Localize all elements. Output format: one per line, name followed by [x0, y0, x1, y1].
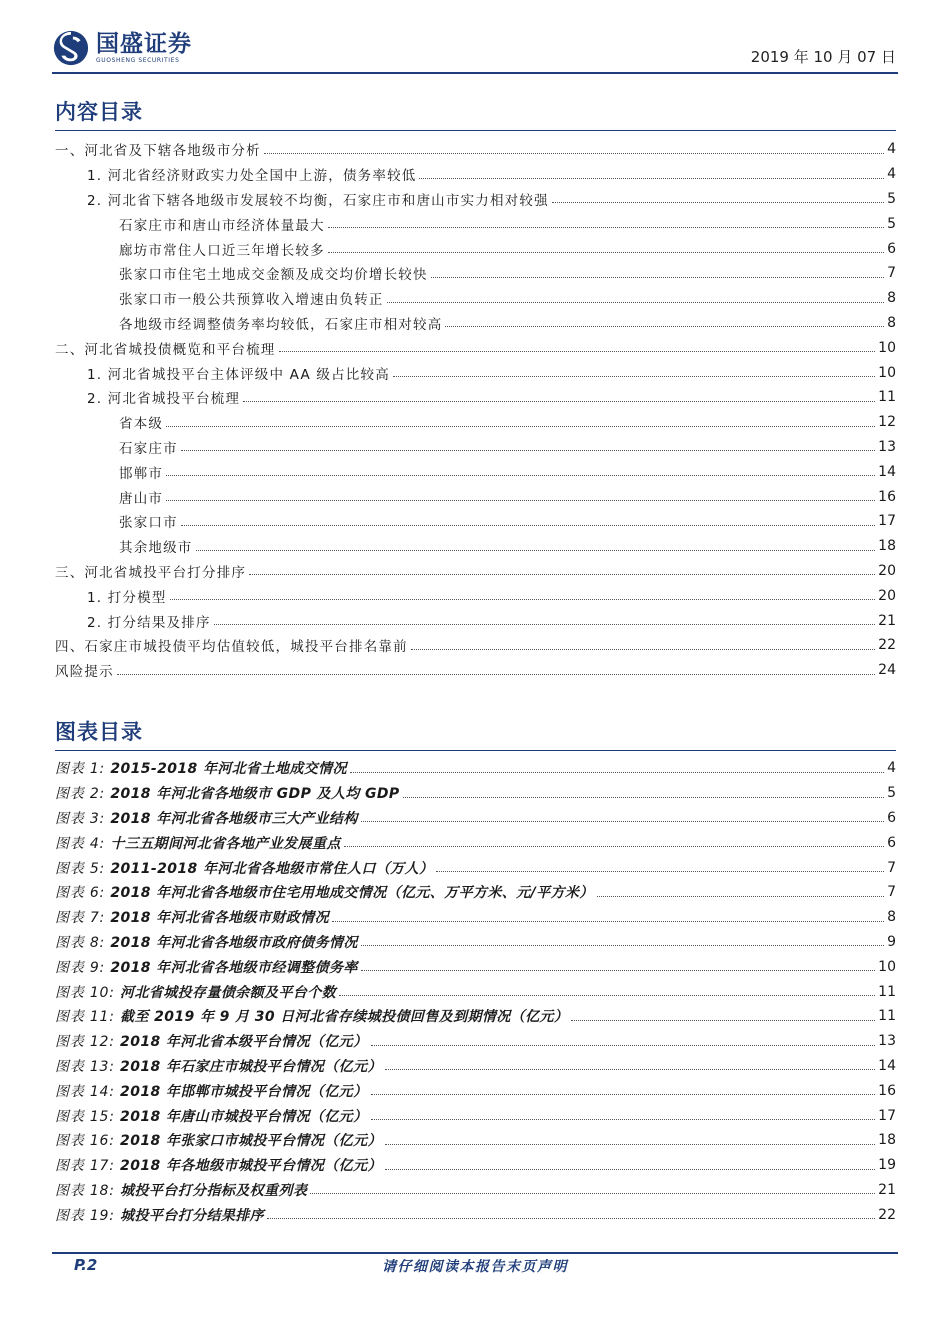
- header-divider: [52, 72, 898, 74]
- figure-entry-label: [55, 957, 358, 977]
- toc-entry[interactable]: [55, 335, 896, 360]
- figure-caption: 2018 年石家庄市城投平台情况（亿元）: [120, 1058, 382, 1075]
- figure-entry-label: [55, 758, 347, 778]
- figure-number: 图表 14:: [55, 1083, 115, 1100]
- toc-entry[interactable]: [55, 459, 896, 484]
- figure-entry[interactable]: [55, 1103, 896, 1128]
- figure-caption: 2018 年河北省各地级市住宅用地成交情况（亿元、万平方米、元/平方米）: [110, 885, 594, 902]
- figure-number: 图表 1:: [55, 761, 106, 778]
- figure-number: 图表 4:: [55, 835, 106, 852]
- toc-entry-label: 廊坊市常住人口近三年增长较多: [119, 242, 325, 259]
- figure-entry-label: [55, 808, 358, 828]
- figure-entry-label: [55, 882, 594, 902]
- figure-entry[interactable]: [55, 1004, 896, 1029]
- figure-caption: 2018 年张家口市城投平台情况（亿元）: [120, 1133, 382, 1150]
- dot-leader: [431, 277, 884, 278]
- dot-leader: [170, 599, 876, 600]
- toc-entry-page: 4: [887, 166, 896, 183]
- figure-entry[interactable]: [55, 1078, 896, 1103]
- figure-entry-label: [55, 1006, 568, 1026]
- dot-leader: [371, 1094, 876, 1095]
- dot-leader: [403, 797, 885, 798]
- figure-entry[interactable]: [55, 1029, 896, 1054]
- toc-entry[interactable]: [55, 162, 896, 187]
- figure-number: 图表 16:: [55, 1133, 115, 1150]
- dot-leader: [393, 376, 875, 377]
- toc-entry-label: 张家口市一般公共预算收入增速由负转正: [119, 292, 384, 309]
- toc-entry[interactable]: [55, 633, 896, 658]
- figure-caption: 十三五期间河北省各地产业发展重点: [110, 835, 341, 852]
- toc-entry-label: 石家庄市和唐山市经济体量最大: [119, 217, 325, 234]
- dot-leader: [249, 574, 875, 575]
- toc-entry-label: 各地级市经调整债务率均较低，石家庄市相对较高: [119, 316, 443, 333]
- figure-entry-label: [55, 1056, 382, 1076]
- dot-leader: [328, 252, 884, 253]
- toc-entry-label: 四、石家庄市城投债平均估值较低，城投平台排名靠前: [55, 639, 408, 656]
- figure-entry[interactable]: [55, 954, 896, 979]
- dot-leader: [181, 450, 875, 451]
- figure-number: 图表 19:: [55, 1207, 115, 1224]
- dot-leader: [387, 302, 884, 303]
- dot-leader: [436, 871, 884, 872]
- figure-entry[interactable]: [55, 1128, 896, 1153]
- dot-leader: [279, 351, 876, 352]
- toc-entry[interactable]: [55, 435, 896, 460]
- toc-entry-label: 1. 河北省城投平台主体评级中 AA 级占比较高: [87, 366, 390, 383]
- figure-entry-page: 17: [878, 1107, 896, 1124]
- figure-entry-label: [55, 1155, 382, 1175]
- figure-entry-label: [55, 932, 358, 952]
- dot-leader: [332, 921, 884, 922]
- dot-leader: [117, 674, 875, 675]
- toc-entry-page: 11: [878, 389, 896, 406]
- figure-entry-page: 7: [887, 884, 896, 901]
- figure-number: 图表 11:: [55, 1009, 115, 1026]
- figure-entry-page: 10: [878, 958, 896, 975]
- dot-leader: [385, 1169, 875, 1170]
- toc-entry-page: 16: [878, 488, 896, 505]
- figure-number: 图表 18:: [55, 1182, 115, 1199]
- toc-entry[interactable]: [55, 583, 896, 608]
- figure-entry-page: 11: [878, 1008, 896, 1025]
- figure-entry[interactable]: [55, 1202, 896, 1227]
- toc-entry-label: 张家口市住宅土地成交金额及成交均价增长较快: [119, 267, 428, 284]
- toc-entry-page: 6: [887, 240, 896, 257]
- dot-leader: [361, 821, 884, 822]
- toc-entry-page: 4: [887, 141, 896, 158]
- toc-entry-page: 18: [878, 538, 896, 555]
- dot-leader: [371, 1045, 876, 1046]
- toc-entry[interactable]: [55, 410, 896, 435]
- toc-entry-label: 三、河北省城投平台打分排序: [55, 564, 247, 581]
- dot-leader: [196, 550, 876, 551]
- figure-caption: 2018 年各地级市城投平台情况（亿元）: [120, 1158, 382, 1175]
- toc-entry-page: 5: [887, 215, 896, 232]
- figure-caption: 2011-2018 年河北省各地级市常住人口（万人）: [110, 860, 434, 877]
- figure-caption: 2018 年河北省各地级市 GDP 及人均 GDP: [110, 786, 400, 803]
- figure-entry[interactable]: [55, 979, 896, 1004]
- toc-entry-page: 10: [878, 339, 896, 356]
- toc-entry[interactable]: [55, 236, 896, 261]
- figures-title: 图表目录: [55, 720, 143, 744]
- figure-entry-label: [55, 1180, 307, 1200]
- dot-leader: [344, 846, 884, 847]
- toc-entry-page: 20: [878, 587, 896, 604]
- figure-entry[interactable]: [55, 830, 896, 855]
- figure-entry[interactable]: [55, 806, 896, 831]
- toc-entry-page: 12: [878, 414, 896, 431]
- figure-entry-label: [55, 783, 400, 803]
- toc-entry-page: 10: [878, 364, 896, 381]
- figure-number: 图表 10:: [55, 984, 115, 1001]
- toc-entry-label: 邯郸市: [119, 465, 164, 482]
- figure-entry-label: [55, 907, 329, 927]
- figure-entry[interactable]: [55, 1054, 896, 1079]
- dot-leader: [361, 970, 875, 971]
- figure-entry[interactable]: [55, 1178, 896, 1203]
- dot-leader: [310, 1193, 875, 1194]
- toc-entry[interactable]: [55, 534, 896, 559]
- dot-leader: [552, 202, 884, 203]
- toc-entry-page: 8: [887, 314, 896, 331]
- figure-entry[interactable]: [55, 905, 896, 930]
- figure-number: 图表 15:: [55, 1108, 115, 1125]
- dot-leader: [445, 326, 884, 327]
- dot-leader: [166, 500, 875, 501]
- figure-entry[interactable]: [55, 756, 896, 781]
- figure-caption: 2018 年唐山市城投平台情况（亿元）: [120, 1108, 368, 1125]
- figure-entry[interactable]: [55, 930, 896, 955]
- toc-entry-page: 5: [887, 190, 896, 207]
- figure-entry-label: [55, 1031, 368, 1051]
- figure-entry-page: 5: [887, 785, 896, 802]
- dot-leader: [385, 1069, 875, 1070]
- dot-leader: [267, 1218, 875, 1219]
- toc-entry-label: 1. 河北省经济财政实力处全国中上游，债务率较低: [87, 168, 417, 185]
- figure-number: 图表 9:: [55, 959, 106, 976]
- toc-entry-page: 7: [887, 265, 896, 282]
- figure-entry-page: 11: [878, 983, 896, 1000]
- figure-caption: 2018 年河北省本级平台情况（亿元）: [120, 1034, 368, 1051]
- toc-entry[interactable]: [55, 137, 896, 162]
- toc-entry[interactable]: [55, 559, 896, 584]
- toc-entry-label: 唐山市: [119, 490, 164, 507]
- toc-entry[interactable]: [55, 658, 896, 683]
- figure-entry-label: [55, 1106, 368, 1126]
- figure-caption: 2018 年河北省各地级市经调整债务率: [110, 959, 358, 976]
- figure-entry-label: [55, 982, 336, 1002]
- figure-caption: 城投平台打分结果排序: [120, 1207, 265, 1224]
- figure-number: 图表 2:: [55, 786, 106, 803]
- toc-entry-label: 石家庄市: [119, 440, 178, 457]
- toc-entry[interactable]: [55, 509, 896, 534]
- toc-entry-page: 13: [878, 438, 896, 455]
- dot-leader: [597, 896, 884, 897]
- figure-entry-label: [55, 1130, 382, 1150]
- company-logo: [52, 28, 192, 68]
- toc-entry-page: 17: [878, 513, 896, 530]
- figure-entry-page: 4: [887, 760, 896, 777]
- dot-leader: [411, 649, 875, 650]
- dot-leader: [166, 475, 875, 476]
- footer-divider: [52, 1252, 898, 1254]
- toc-entry[interactable]: [55, 286, 896, 311]
- toc-entry[interactable]: [55, 360, 896, 385]
- dot-leader: [264, 153, 884, 154]
- toc-entry-label: 一、河北省及下辖各地级市分析: [55, 143, 261, 160]
- figure-entry-page: 7: [887, 859, 896, 876]
- dot-leader: [339, 995, 875, 996]
- dot-leader: [361, 945, 884, 946]
- toc-entry[interactable]: [55, 187, 896, 212]
- toc-entry[interactable]: [55, 484, 896, 509]
- dot-leader: [419, 178, 884, 179]
- toc-entry-label: 2. 打分结果及排序: [87, 614, 211, 631]
- figure-number: 图表 5:: [55, 860, 106, 877]
- toc-entry-label: 省本级: [119, 416, 164, 433]
- brand-name-cn: 国盛证券: [96, 31, 192, 57]
- figure-number: 图表 12:: [55, 1034, 115, 1051]
- figure-number: 图表 13:: [55, 1058, 115, 1075]
- figure-caption: 截至 2019 年 9 月 30 日河北省存续城投债回售及到期情况（亿元）: [120, 1009, 569, 1026]
- dot-leader: [371, 1119, 876, 1120]
- dot-leader: [571, 1020, 875, 1021]
- toc-entry[interactable]: [55, 385, 896, 410]
- figure-number: 图表 7:: [55, 910, 106, 927]
- figure-caption: 2015-2018 年河北省土地成交情况: [110, 761, 347, 778]
- toc-entry-page: 20: [878, 562, 896, 579]
- figure-entry-label: [55, 1205, 264, 1225]
- figures-title-rule: [55, 750, 896, 751]
- report-date: 2019 年 10 月 07 日: [750, 48, 896, 66]
- toc-entry-page: 24: [878, 662, 896, 679]
- toc-entry-label: 风险提示: [55, 664, 114, 681]
- figure-entry-page: 19: [878, 1157, 896, 1174]
- page-number: P.2: [74, 1256, 98, 1274]
- dot-leader: [214, 624, 876, 625]
- figure-number: 图表 17:: [55, 1158, 115, 1175]
- contents-list: [55, 137, 896, 683]
- toc-entry-label: 二、河北省城投债概览和平台梳理: [55, 341, 276, 358]
- figure-entry-page: 22: [878, 1206, 896, 1223]
- figure-caption: 2018 年河北省各地级市政府债务情况: [110, 934, 358, 951]
- toc-entry-page: 21: [878, 612, 896, 629]
- dot-leader: [181, 525, 875, 526]
- dot-leader: [328, 227, 884, 228]
- toc-entry-label: 其余地级市: [119, 540, 193, 557]
- figure-entry-page: 9: [887, 933, 896, 950]
- toc-entry-page: 14: [878, 463, 896, 480]
- toc-entry[interactable]: [55, 211, 896, 236]
- figure-caption: 城投平台打分指标及权重列表: [120, 1182, 308, 1199]
- toc-entry[interactable]: [55, 311, 896, 336]
- figure-entry[interactable]: [55, 855, 896, 880]
- figure-number: 图表 3:: [55, 810, 106, 827]
- dot-leader: [350, 772, 884, 773]
- dot-leader: [243, 401, 875, 402]
- figure-entry-page: 21: [878, 1181, 896, 1198]
- figure-caption: 河北省城投存量债余额及平台个数: [120, 984, 337, 1001]
- figures-list: [55, 756, 896, 1227]
- figure-caption: 2018 年邯郸市城投平台情况（亿元）: [120, 1083, 368, 1100]
- figure-entry[interactable]: [55, 781, 896, 806]
- toc-entry[interactable]: [55, 608, 896, 633]
- figure-entry-page: 14: [878, 1057, 896, 1074]
- dot-leader: [166, 426, 875, 427]
- guosheng-logo-icon: [52, 29, 90, 67]
- toc-entry-page: 22: [878, 637, 896, 654]
- figure-entry-page: 18: [878, 1132, 896, 1149]
- toc-entry-label: 张家口市: [119, 515, 178, 532]
- brand-name-en: GUOSHENG SECURITIES: [96, 57, 180, 64]
- toc-entry[interactable]: [55, 261, 896, 286]
- figure-entry-page: 6: [887, 809, 896, 826]
- figure-entry-label: [55, 858, 433, 878]
- figure-entry-page: 13: [878, 1033, 896, 1050]
- figure-entry-label: [55, 833, 341, 853]
- page-header: [52, 26, 898, 74]
- contents-title-rule: [55, 130, 896, 131]
- figure-entry-page: 16: [878, 1082, 896, 1099]
- figure-entry[interactable]: [55, 1153, 896, 1178]
- figure-number: 图表 6:: [55, 885, 106, 902]
- disclaimer-note: 请仔细阅读本报告末页声明: [382, 1259, 568, 1275]
- figure-entry[interactable]: [55, 880, 896, 905]
- toc-entry-label: 1. 打分模型: [87, 589, 167, 606]
- figure-caption: 2018 年河北省各地级市三大产业结构: [110, 810, 358, 827]
- figure-caption: 2018 年河北省各地级市财政情况: [110, 910, 329, 927]
- figure-entry-label: [55, 1081, 368, 1101]
- figure-entry-page: 6: [887, 834, 896, 851]
- contents-title: 内容目录: [55, 100, 143, 124]
- toc-entry-label: 2. 河北省城投平台梳理: [87, 391, 241, 408]
- figure-number: 图表 8:: [55, 934, 106, 951]
- dot-leader: [385, 1144, 875, 1145]
- toc-entry-label: 2. 河北省下辖各地级市发展较不均衡，石家庄市和唐山市实力相对较强: [87, 192, 549, 209]
- figure-entry-page: 8: [887, 909, 896, 926]
- toc-entry-page: 8: [887, 290, 896, 307]
